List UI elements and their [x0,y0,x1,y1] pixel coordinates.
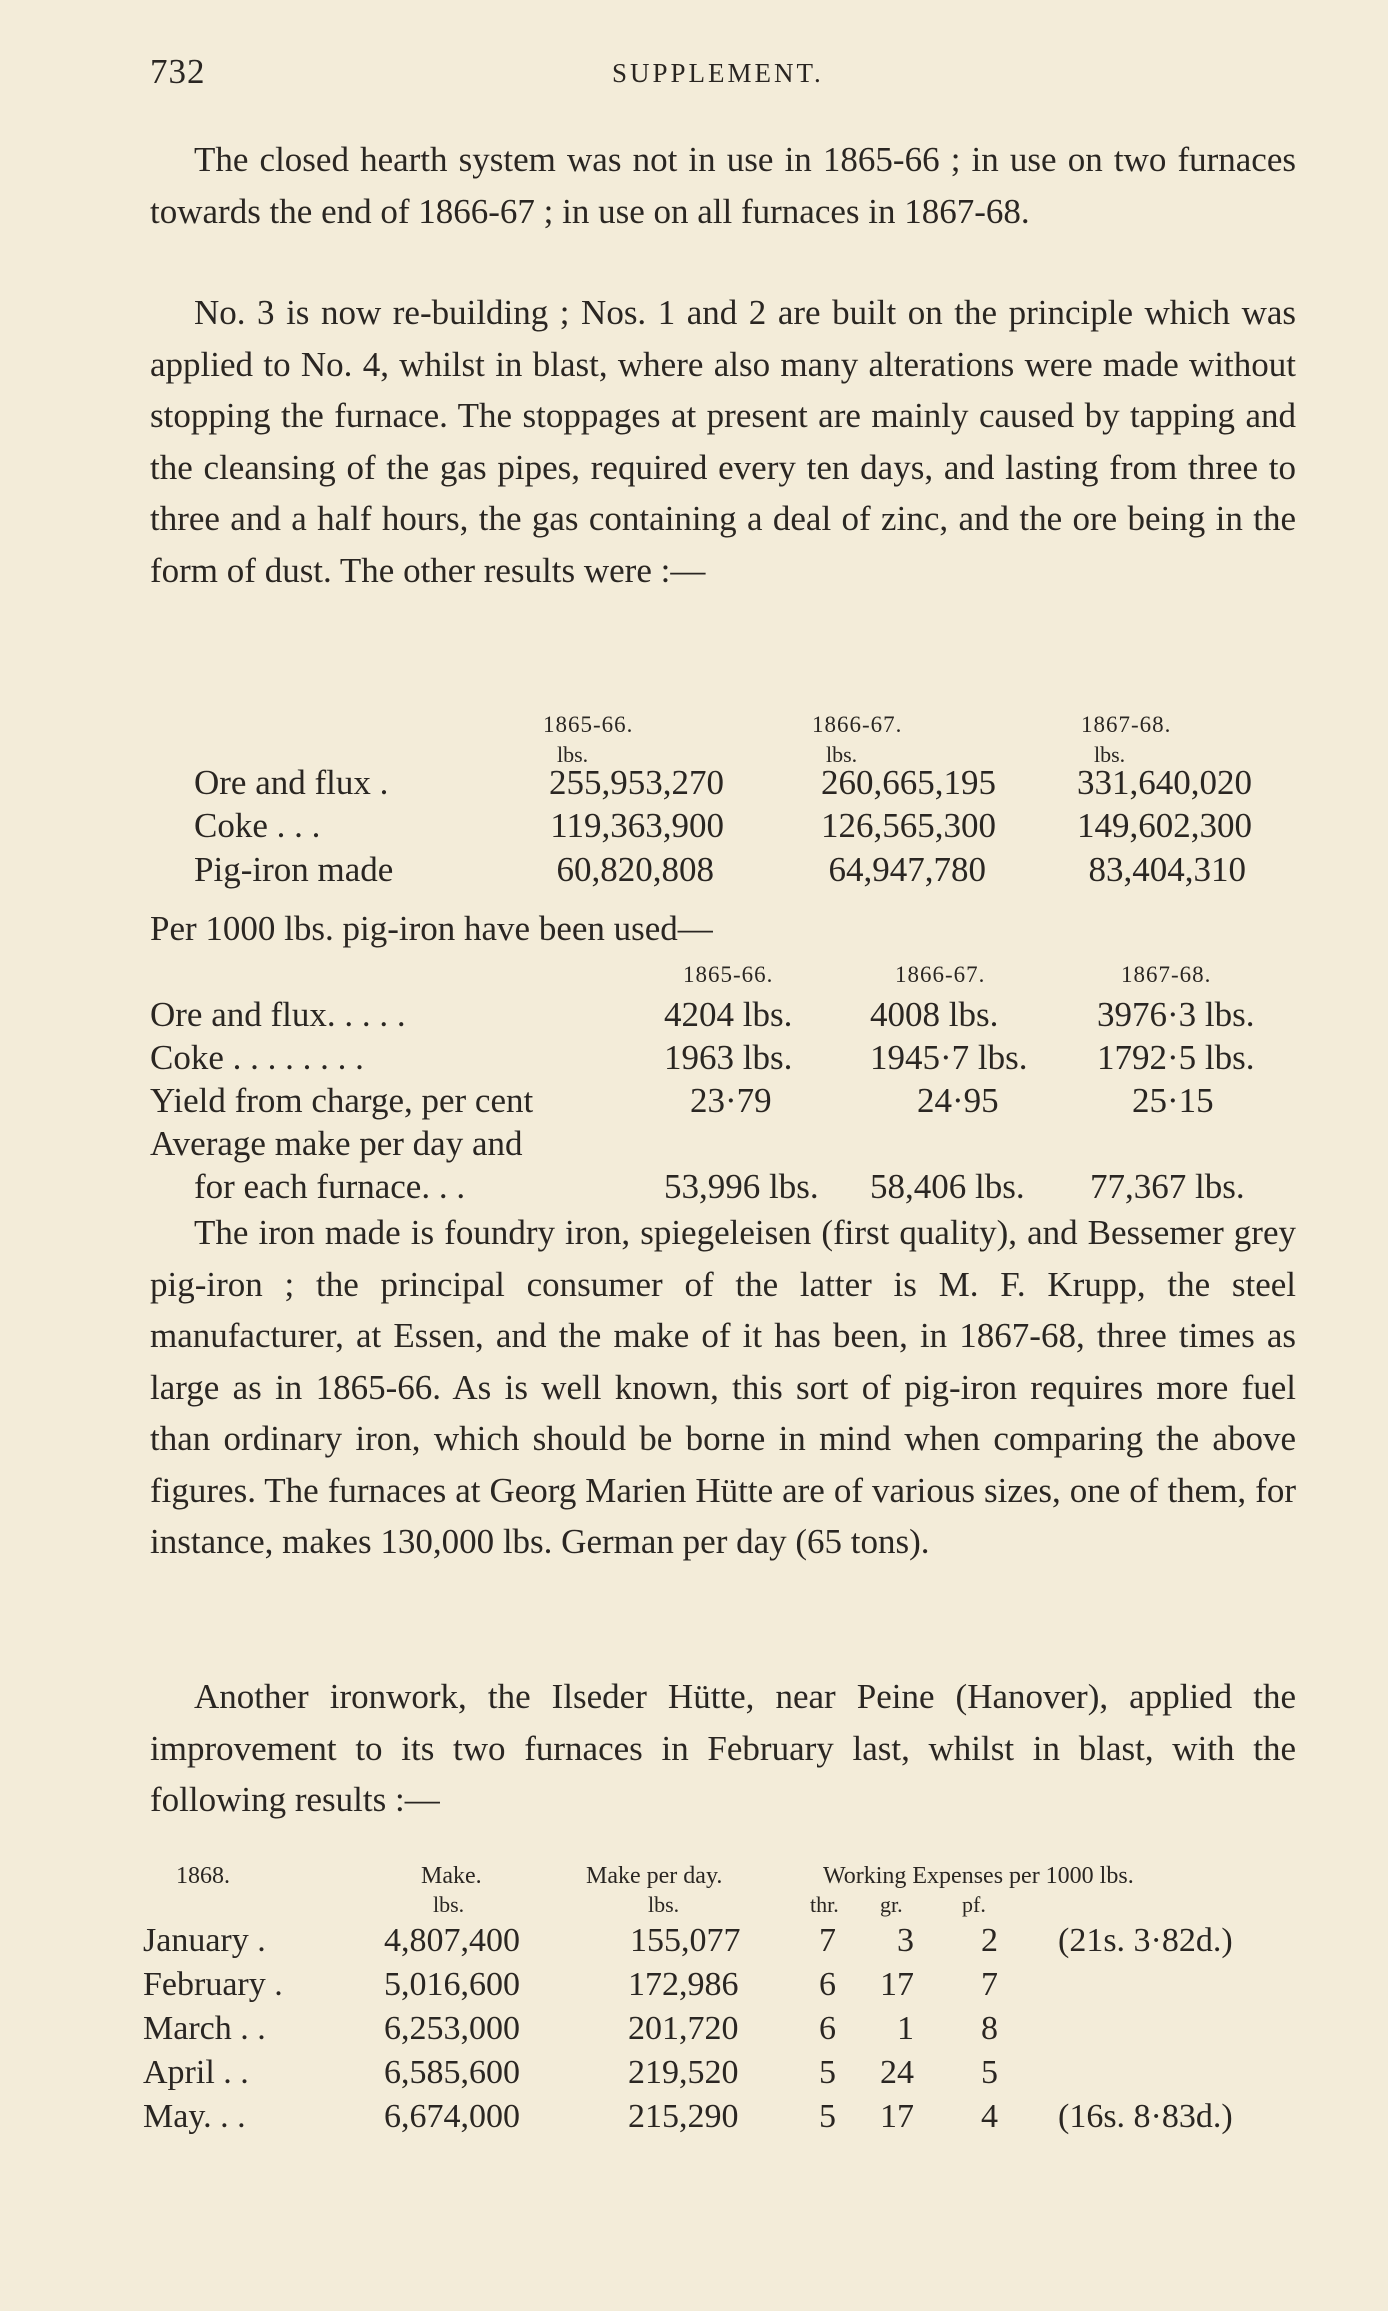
table-cell: 5 [981,2054,998,2091]
table-cell: 58,406 lbs. [870,1167,1025,1206]
table-cell: 5 [819,2054,836,2091]
row-label: Pig-iron made [194,850,394,889]
unit-header: lbs. [826,742,858,767]
year-header: 1865-66. [543,712,634,737]
table-cell: 64,947,780 [828,850,986,889]
table-cell: 6,585,600 [384,2054,520,2091]
month-label: March . . [143,2010,266,2047]
table-cell: 215,290 [628,2098,739,2135]
table-cell: 155,077 [630,1922,741,1959]
table-cell: 5,016,600 [384,1966,520,2003]
table-cell: 5 [819,2098,836,2135]
row-label: Coke . . . [194,806,321,845]
row-label: Yield from charge, per cent [150,1081,534,1120]
table-cell: 331,640,020 [1077,763,1252,802]
year-header: 1866-67. [895,962,986,987]
table-cell: 126,565,300 [821,806,996,845]
table-cell: 4008 lbs. [870,995,999,1034]
page-number: 732 [150,52,206,91]
table-cell: 1963 lbs. [664,1038,793,1077]
table-cell: 255,953,270 [549,763,724,802]
paragraph-rebuilding: No. 3 is now re-building ; Nos. 1 and 2 are built on the principle which was applied to No. 4, whilst in blast, where also many alterations were made without stopping the furnace. The stoppages at present are mainly caused by tapping and the cleansing of the gas pipes, required every ten days, and lasting from three to three and a half hours, the gas containing a deal of zinc, and the ore being in the form of dust. The other results were :— [150,293,1296,590]
page-header [150,52,1290,102]
unit-header-pf: pf. [962,1892,986,1917]
table-cell: 7 [819,1922,836,1959]
paragraph-closed-hearth: The closed hearth system was not in use in 1865-66 ; in use on two furnaces towards the end of 1866-67 ; in use on all furnaces in 1867-68. [150,140,1296,231]
table-cell: 83,404,310 [1088,850,1246,889]
month-label: May. . . [143,2098,246,2135]
unit-header-gr: gr. [880,1892,903,1917]
column-header-expenses: Working Expenses per 1000 lbs. [823,1863,1134,1889]
table-cell: 77,367 lbs. [1090,1167,1245,1206]
unit-header-thr: thr. [810,1892,839,1917]
paragraph-ilseder-huette: Another ironwork, the Ilseder Hütte, near Peine (Hanover), applied the improvement to its two furnaces in February last, whilst in blast, with the following results :— [150,1677,1296,1819]
year-header: 1867-68. [1121,962,1212,987]
table-lead-text: Per 1000 lbs. pig-iron have been used— [150,909,713,948]
table-cell-note: (16s. 8·83d.) [1058,2098,1233,2135]
table-cell: 6,253,000 [384,2010,520,2047]
table-cell: 3976·3 lbs. [1097,995,1255,1034]
year-header: 1867-68. [1081,712,1172,737]
table-cell: 17 [880,1966,914,2003]
table-cell: 60,820,808 [556,850,714,889]
table-cell: 4204 lbs. [664,995,793,1034]
table-cell: 3 [897,1922,914,1959]
table-cell: 2 [981,1922,998,1959]
table-cell: 1792·5 lbs. [1097,1038,1255,1077]
row-label: Coke . . . . . . . . [150,1038,364,1077]
column-header-make-per-day: Make per day. [586,1863,723,1889]
column-header-make: Make. [421,1863,482,1889]
table-cell: 6,674,000 [384,2098,520,2135]
table-cell: 4,807,400 [384,1922,520,1959]
month-label: February . [143,1966,283,2003]
year-header: 1865-66. [683,962,774,987]
running-title: SUPPLEMENT. [612,58,824,88]
month-label: January . [143,1922,266,1959]
table-cell: 23·79 [690,1081,772,1120]
table-cell: 201,720 [628,2010,739,2047]
table-cell: 172,986 [628,1966,739,2003]
row-label: Ore and flux. . . . . [150,995,406,1034]
table-cell: 24·95 [917,1081,999,1120]
table-cell: 1 [897,2010,914,2047]
table-cell: 4 [981,2098,998,2135]
table-cell: 24 [880,2054,914,2091]
row-label: Ore and flux . [194,763,389,802]
year-header: 1866-67. [812,712,903,737]
unit-header: lbs. [1094,742,1126,767]
table-cell: 6 [819,2010,836,2047]
unit-header: lbs. [433,1892,465,1917]
unit-header: lbs. [648,1892,680,1917]
table-cell: 53,996 lbs. [664,1167,819,1206]
row-label: for each furnace. . . [194,1167,466,1206]
column-header-year: 1868. [176,1863,230,1889]
table-cell: 149,602,300 [1077,806,1252,845]
table-cell: 260,665,195 [821,763,996,802]
paragraph-iron-made: The iron made is foundry iron, spiegeleisen (first quality), and Bessemer grey pig-iron ; the principal consumer of the latter is M. F. Krupp, the steel manufacturer, at Essen, and the make of it has been, in 1867-68, three times as large as in 1865-66. As is well known, this sort of pig-iron requires more fuel than ordinary iron, which should be borne in mind when comparing the above figures. The furnaces at Georg Marien Hütte are of various sizes, one of them, for instance, makes 130,000 lbs. German per day (65 tons). [150,1213,1296,1561]
month-label: April . . [143,2054,249,2091]
table-cell: 17 [880,2098,914,2135]
table-cell: 119,363,900 [550,806,724,845]
table-cell: 8 [981,2010,998,2047]
table-cell: 25·15 [1132,1081,1214,1120]
table-cell: 1945·7 lbs. [870,1038,1028,1077]
table-cell: 219,520 [628,2054,739,2091]
table-cell: 7 [981,1966,998,2003]
unit-header: lbs. [557,742,589,767]
table-cell: 6 [819,1966,836,2003]
row-label: Average make per day and [150,1124,523,1163]
table-cell-note: (21s. 3·82d.) [1058,1922,1233,1959]
